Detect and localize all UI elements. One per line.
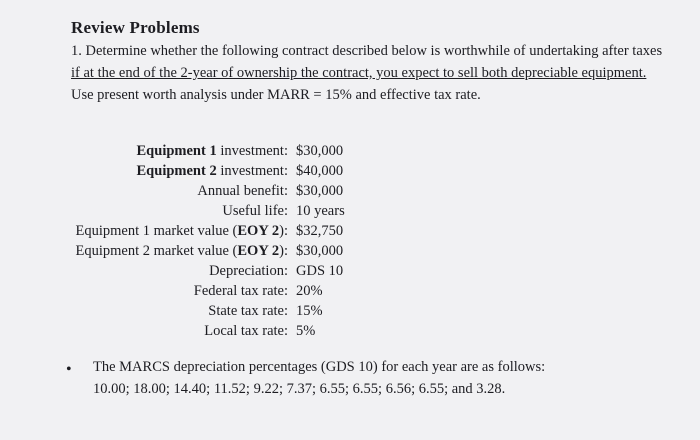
table-row xyxy=(0,263,400,283)
row-label: Federal tax rate: xyxy=(193,283,288,299)
table-row xyxy=(0,143,400,163)
table-row xyxy=(0,243,400,263)
row-label: Depreciation: xyxy=(209,263,288,279)
row-label: Equipment 2 investment: xyxy=(136,163,288,179)
row-value: $30,000 xyxy=(296,183,344,199)
note-line-2: 10.00; 18.00; 14.40; 11.52; 9.22; 7.37; 6.55; 6.55; 6.56; 6.55; and 3.28. xyxy=(93,381,506,397)
table-row xyxy=(0,303,400,323)
row-value: $30,000 xyxy=(296,243,344,259)
row-label: Equipment 1 investment: xyxy=(136,143,288,159)
row-value: 5% xyxy=(296,323,316,339)
bullet-icon: • xyxy=(66,361,72,378)
row-value: GDS 10 xyxy=(296,263,344,279)
row-value: 10 years xyxy=(296,203,345,219)
problem-statement-line-2: if at the end of the 2-year of ownership the contract, you expect to sell both depreciable equipment. xyxy=(71,65,647,81)
row-value: 15% xyxy=(296,303,323,319)
problem-statement-line-1: 1. Determine whether the following contract described below is worthwhile of undertaking after taxes xyxy=(71,43,663,59)
row-value: 20% xyxy=(296,283,323,299)
table-row xyxy=(0,203,400,223)
row-label: Equipment 2 market value (EOY 2): xyxy=(75,243,288,259)
row-value: $32,750 xyxy=(296,223,344,239)
note-line-1: The MARCS depreciation percentages (GDS 10) for each year are as follows: xyxy=(93,359,546,375)
row-label: Useful life: xyxy=(222,203,288,219)
table-row xyxy=(0,163,400,183)
row-label: State tax rate: xyxy=(208,303,288,319)
row-label: Equipment 1 market value (EOY 2): xyxy=(75,223,288,239)
table-row xyxy=(0,183,400,203)
problem-statement-line-3: Use present worth analysis under MARR = 15% and effective tax rate. xyxy=(71,87,481,103)
row-value: $40,000 xyxy=(296,163,344,179)
table-row xyxy=(0,283,400,303)
page-title: Review Problems xyxy=(71,18,200,37)
row-label: Annual benefit: xyxy=(197,183,288,199)
row-label: Local tax rate: xyxy=(204,323,288,339)
parameters-table xyxy=(0,143,400,343)
row-value: $30,000 xyxy=(296,143,344,159)
table-row xyxy=(0,223,400,243)
table-row xyxy=(0,323,400,343)
